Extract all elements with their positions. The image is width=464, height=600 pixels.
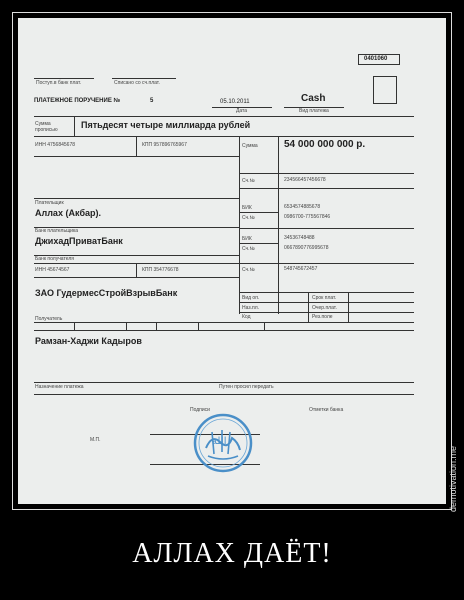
rule (239, 136, 240, 314)
rule (34, 198, 239, 199)
rule (156, 322, 157, 330)
rule (34, 136, 414, 137)
rule (239, 243, 279, 244)
kpp-payer: КПП 957896765967 (142, 142, 187, 148)
rule (34, 330, 414, 331)
rule (136, 136, 137, 156)
sum-words: Пятьдесят четыре миллиарда рублей (81, 120, 251, 130)
signer-name: Рамзан-Хаджи Кадыров (35, 336, 142, 346)
rule (34, 156, 239, 157)
bank-marks-label: Отметки банка (309, 407, 344, 413)
payment-type: Cash (301, 93, 326, 104)
rule (239, 228, 414, 229)
form-title: ПЛАТЕЖНОЕ ПОРУЧЕНИЕ № (34, 98, 121, 104)
watermark (448, 412, 462, 512)
rule (74, 322, 75, 330)
inn-payer: ИНН 4756845678 (35, 142, 76, 148)
debited-label: Списано со сч.плат. (114, 80, 160, 86)
pay-term-label: Срок плат. (312, 295, 337, 301)
watermark-text: demotivation.me (448, 445, 458, 512)
res-field-label: Рез.поле (312, 314, 333, 320)
recipient-corr-label: Сч.№ (242, 246, 255, 252)
payer-label: Плательщик (35, 200, 64, 206)
rule (34, 322, 414, 323)
payment-order-document (18, 18, 446, 504)
rule (136, 263, 137, 277)
received-label: Поступ.в банк плат. (36, 80, 82, 86)
sum-words-label-1: Сумма (35, 121, 51, 127)
debited-line (112, 78, 176, 79)
rule (239, 292, 414, 293)
code-label: Код (242, 314, 251, 320)
form-date: 05.10.2011 (220, 99, 250, 105)
purpose-value: Путен просил передать (219, 384, 274, 390)
payer-corr-label: Сч.№ (242, 215, 255, 221)
rule (239, 173, 414, 174)
sum-value: 54 000 000 000 р. (284, 139, 366, 150)
rule (239, 312, 414, 313)
recipient-account-label: Сч.№ (242, 267, 255, 273)
rule (34, 394, 414, 395)
signatures-label: Подписи (190, 407, 210, 413)
form-number: 5 (150, 98, 154, 104)
allah-stamp (192, 412, 254, 474)
recipient-corr: 0667890776995678 (284, 245, 329, 251)
kpp-recipient: КПП 354776678 (142, 267, 179, 273)
recipient-label: Получатель (35, 316, 63, 322)
payer-name: Аллах (Акбар). (35, 208, 102, 218)
date-label: Дата (236, 108, 248, 114)
purpose-label: Назначение платежа (35, 384, 84, 390)
payer-bank-label: Банк плательщика (35, 228, 79, 234)
recipient-bik: 34536748488 (284, 235, 315, 241)
rule (308, 292, 309, 322)
inn-recipient: ИНН 45674567 (35, 267, 70, 273)
rule (264, 322, 265, 330)
rule (34, 277, 239, 278)
rule (278, 136, 279, 314)
payer-bank: ДжихадПриватБанк (35, 236, 123, 246)
sum-label: Сумма (242, 143, 258, 149)
sum-words-label-2: прописью (35, 127, 58, 133)
rule (348, 292, 349, 322)
rule (34, 116, 414, 117)
rule (74, 116, 75, 136)
status-box (373, 76, 397, 104)
recipient-bik-label: БИК (242, 236, 252, 242)
payer-bik: 6534574885678 (284, 204, 321, 210)
stamp-glyph: الله (212, 436, 227, 447)
recipient-bank-label: Банк получателя (35, 256, 74, 262)
op-type-label: Вид оп. (242, 295, 260, 301)
payment-type-label: Вид платежа (299, 108, 329, 114)
form-code: 0401060 (364, 56, 388, 62)
received-line (34, 78, 94, 79)
rule (34, 382, 414, 383)
pay-purpose-label: Наз.пл. (242, 305, 260, 311)
rule (198, 322, 199, 330)
payer-account-label: Сч.№ (242, 178, 255, 184)
recipient-account: 548745672457 (284, 266, 318, 272)
poster-caption: АЛЛАХ ДАЁТ! (132, 538, 332, 569)
rule (239, 302, 414, 303)
payer-bik-label: БИК (242, 205, 252, 211)
rule (34, 263, 414, 264)
rule (126, 322, 127, 330)
recipient-name: ЗАО ГудермесСтройВзрывБанк (35, 288, 178, 298)
payer-corr: 0986700-775567846 (284, 214, 331, 220)
mp-label: М.П. (90, 437, 101, 443)
payer-account: 234566457456678 (284, 177, 326, 183)
rule (239, 188, 414, 189)
rule (239, 212, 279, 213)
order-label: Очер.плат. (312, 305, 337, 311)
